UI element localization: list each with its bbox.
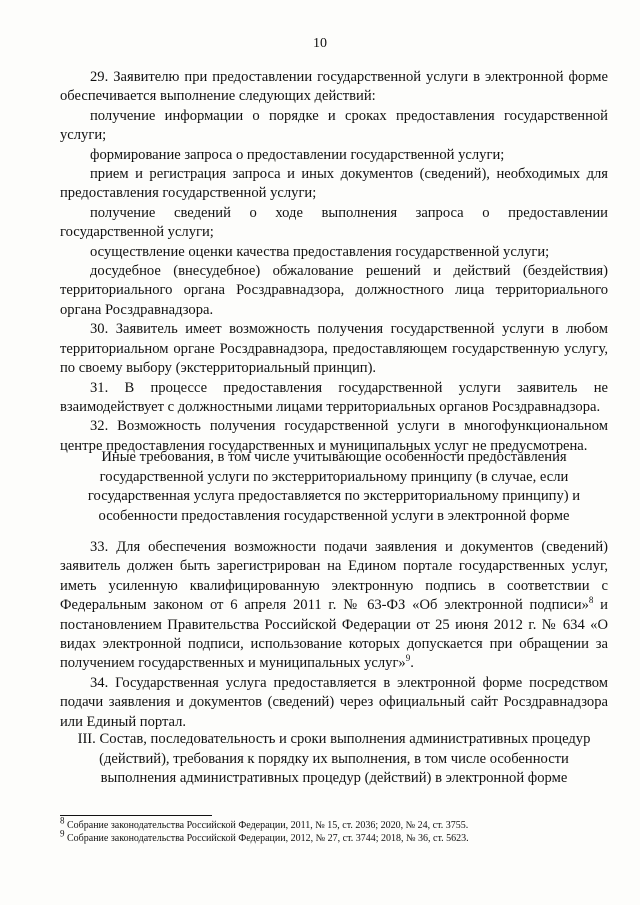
section-heading-other-requirements: [60, 448, 608, 526]
paragraph-30: 30. Заявитель имеет возможность получения государственной услуги в любом территориальном органе Росздравнадзора, предоставляющем государственную услугу, по своему выбору (экстерриториальный принцип).: [60, 321, 608, 377]
paragraph-33-text: .: [410, 655, 414, 672]
list-item: досудебное (внесудебное) обжалование решений и действий (бездействия) территориального органа Росздравнадзора, должностного лица территориального органа Росздравнадзора.: [60, 263, 608, 318]
electronic-form-section: [60, 538, 608, 732]
heading-line: государственная услуга предоставляется по экстерриториальному принципу) и: [87, 488, 581, 505]
heading-line: государственной услуги по экстерриториальному принципу (в случае, если: [99, 468, 569, 485]
footnote-ref: 8: [588, 595, 594, 606]
heading-line: выполнения административных процедур (действий) в электронной форме: [100, 770, 568, 787]
paragraph-33-text: и постановлением Правительства Российской Федерации от 25 июня 2012 г. № 634 «О видах электронной подписи, использование которых допускается при обращении за получением государственных и муниципальных услуг»: [60, 597, 608, 672]
list-item: получение информации о порядке и сроках предоставления государственной услуги;: [60, 107, 608, 144]
section-heading-iii: [60, 730, 608, 789]
paragraph-33-text: 33. Для обеспечения возможности подачи заявления и документов (сведений) заявитель должен быть зарегистрирован на Едином портале государственных услуг, иметь усиленную квалифицированную электронную подпись в соответствии с Федеральным законом от 6 апреля 2011 г. № 63-ФЗ «Об электронной подписи»: [60, 539, 608, 614]
list-item: формирование запроса о предоставлении государственной услуги;: [90, 146, 505, 163]
list-item: прием и регистрация запроса и иных документов (сведений), необходимых для предоставления государственной услуги;: [60, 166, 608, 202]
heading-line: III. Состав, последовательность и сроки выполнения административных процедур: [77, 731, 591, 747]
list-item: получение сведений о ходе выполнения запроса о предоставлении государственной услуги;: [60, 204, 608, 241]
footnote: [60, 828, 620, 845]
footnote-text: Собрание законодательства Российской Федерации, 2012, № 27, ст. 3744; 2018, № 36, ст. 5623.: [64, 833, 469, 844]
heading-line: (действий), требования к порядку их выполнения, в том числе особенности: [99, 750, 569, 767]
list-item: осуществление оценки качества предоставления государственной услуги;: [90, 243, 550, 260]
services-section: [60, 68, 608, 456]
footnote-text: Собрание законодательства Российской Федерации, 2011, № 15, ст. 2036; 2020, № 24, ст. 3755.: [64, 820, 469, 831]
footnote-divider: [60, 815, 212, 816]
footnote-ref: 9: [405, 653, 411, 664]
heading-line: Иные требования, в том числе учитывающие особенности предоставления: [101, 449, 567, 465]
footnote: [60, 815, 620, 832]
paragraph-31: 31. В процессе предоставления государственной услуги заявитель не взаимодействует с должностными лицами территориальных органов Росздравнадзора.: [60, 379, 608, 415]
footnote-number: 9: [60, 828, 65, 839]
paragraph-34: 34. Государственная услуга предоставляется в электронной форме посредством подачи заявления и документов (сведений) через официальный сайт Росздравнадзора или Единый портал.: [60, 674, 608, 730]
footnote-number: 8: [60, 815, 65, 826]
heading-line: особенности предоставления государственной услуги в электронной форме: [98, 507, 570, 524]
paragraph-33: [60, 538, 608, 674]
paragraph-32: 32. Возможность получения государственной услуги в многофункциональном центре предоставления государственных и муниципальных услуг не предусмотрена.: [60, 418, 608, 454]
page-number: 10: [313, 36, 327, 51]
paragraph-29: 29. Заявителю при предоставлении государственной услуги в электронной форме обеспечивается выполнение следующих действий:: [60, 69, 608, 105]
